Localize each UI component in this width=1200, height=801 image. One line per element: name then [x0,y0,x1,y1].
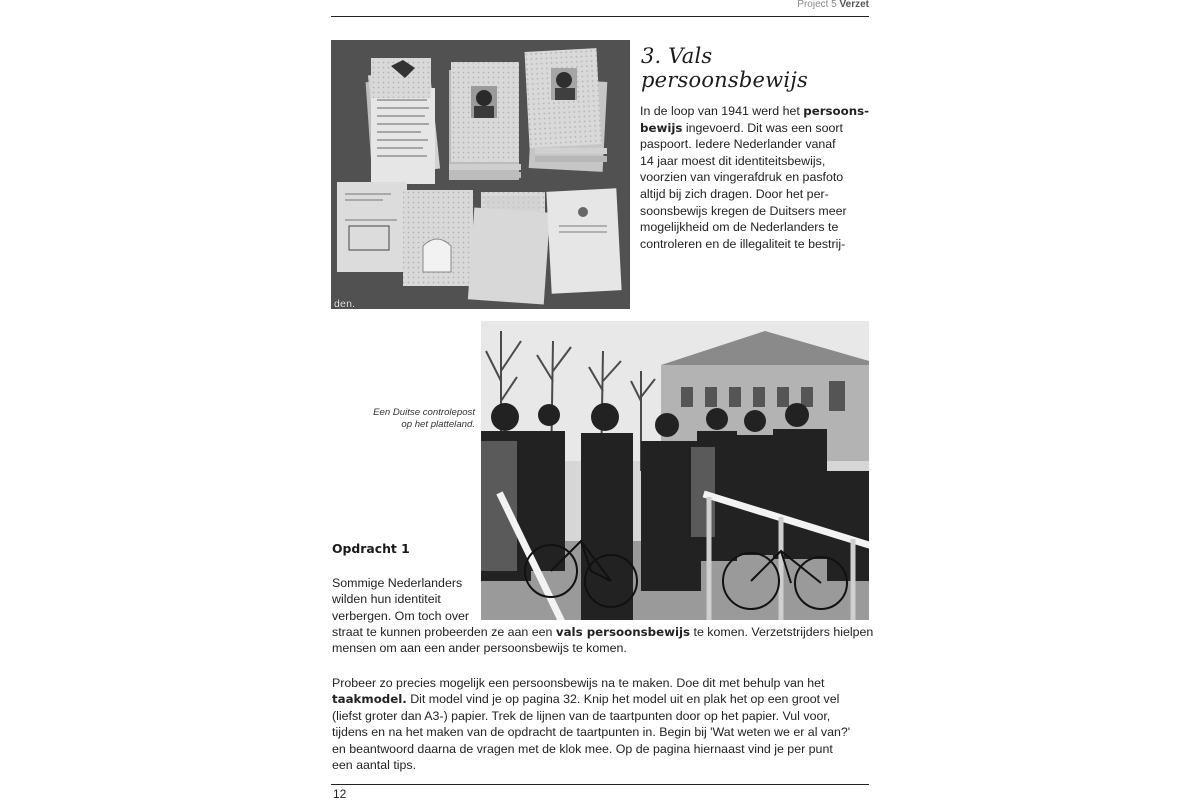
page-number: 12 [333,787,347,801]
assignment-line: wilden hun identiteit [332,592,441,607]
running-head-topic: Verzet [839,0,869,10]
assignment-intro-wide [332,624,873,657]
top-rule [331,16,869,17]
assignment-text: Dit model vind je op pagina 32. Knip het model uit en plak het op een groot vel [406,692,840,707]
assignment-line: een aantal tips. [332,758,417,773]
caption-line: op het platteland. [401,419,475,430]
assignment-line: (liefst groter dan A3-) papier. Trek de lijnen van de taartpunten door op het papier. Vul voor, [332,708,831,723]
intro-line: controleren en de illegaliteit te bestrij- [640,236,846,251]
checkpoint-photo [481,321,869,620]
intro-text: ingevoerd. Dit was een soort [682,120,843,135]
assignment-line: mensen om aan een ander persoonsbewijs te komen. [332,641,627,656]
intro-line: paspoort. Iedere Nederlander vanaf [640,137,836,152]
assignment-intro-narrow [332,575,469,624]
caption-line: Een Duitse controlepost [373,407,475,418]
photo-overflow-text: den. [334,298,356,309]
assignment-bold-term: vals persoonsbewijs [555,625,691,639]
assignment-bold-term: taakmodel. [332,692,407,707]
checkpoint-photo-graphic [481,321,869,620]
running-head [797,0,869,10]
intro-line: altijd bij zich dragen. Door het per- [640,186,829,201]
intro-text: In de loop van 1941 werd het [640,104,804,118]
intro-paragraph [640,103,870,252]
assignment-line: Sommige Nederlanders [332,576,463,590]
intro-line: mogelijkheid om de Nederlanders te [640,220,839,235]
identity-cards-photo-graphic [331,40,630,309]
intro-line: voorzien van vingerafdruk en pasfoto [640,170,844,185]
assignment-heading: Opdracht 1 [332,541,410,556]
intro-bold-term: bewijs [640,120,683,135]
assignment-text: straat te kunnen probeerden ze aan een [332,625,556,639]
intro-bold-term: persoons- [803,104,870,118]
intro-line: 14 jaar moest dit identiteitsbewijs, [640,153,826,168]
photo-caption [351,407,475,431]
assignment-line: verbergen. Om toch over [332,608,470,623]
intro-line: soonsbewijs kregen de Duitsers meer [640,203,847,218]
assignment-line: tijdens en na het maken van de opdracht de taartpunten in. Begin bij 'Wat weten we er al van?' [332,725,851,740]
bottom-rule [331,784,869,785]
assignment-text: te komen. Verzetstrijders hielpen [690,625,874,639]
identity-cards-photo [331,40,630,309]
document-page [331,0,874,801]
assignment-line: en beantwoord daarna de vragen met de klok mee. Op de pagina hiernaast vind je per punt [332,741,833,756]
running-head-project: Project 5 [797,0,837,10]
assignment-line: Probeer zo precies mogelijk een persoonsbewijs na te maken. Doe dit met behulp van het [332,676,825,690]
section-title: 3. Vals persoonsbewijs [641,44,808,92]
assignment-instructions [332,675,850,773]
